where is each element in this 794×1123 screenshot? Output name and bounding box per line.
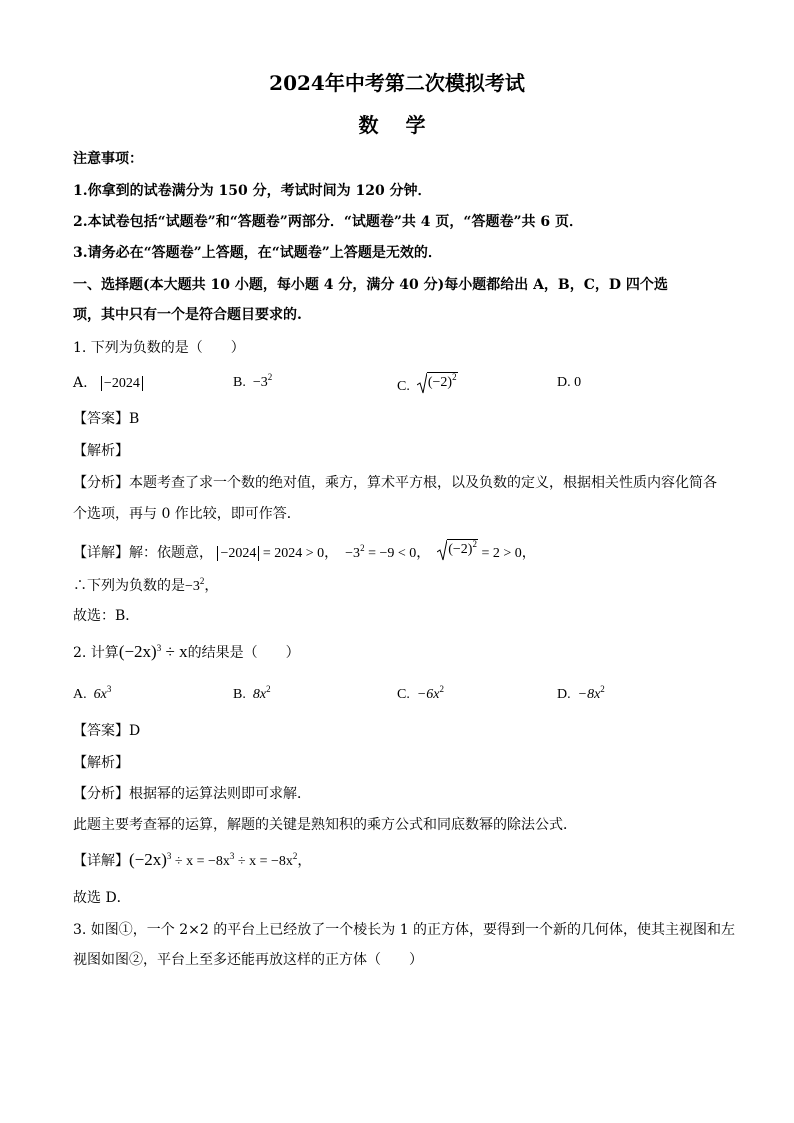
notice-item-3: 3.请务必在“答题卷”上答题，在“试题卷”上答题是无效的． — [73, 245, 442, 261]
q2-option-b: B. $8x^2$ — [233, 684, 271, 702]
q1-option-d — [557, 374, 581, 392]
q1-analysis-tag: 【解析】 — [73, 443, 129, 459]
option-label: A. — [73, 687, 87, 702]
option-label: C. — [397, 379, 410, 394]
option-label: C. — [397, 687, 410, 702]
q1-conclusion: ∴下列为负数的是$-3^2$， — [73, 576, 219, 594]
q2-stem: 2. 计算$(-2x)^3 \div x$的结果是（ ） — [73, 642, 300, 661]
q2-fenxi: 【分析】根据幂的运算法则即可求解． — [73, 786, 311, 802]
subject-title: 数 学 — [358, 113, 436, 137]
radical-sign-icon — [437, 539, 447, 561]
answer-value: D — [129, 723, 141, 739]
q2-option-c: C. $-6x^2$ — [397, 684, 445, 702]
math-expression: $(-2x)^3 \div x$ — [118, 642, 188, 661]
answer-tag: 【答案】 — [73, 411, 129, 427]
q2-note: 此题主要考查幂的运算，解题的关键是熟知积的乘方公式和同底数幂的除法公式． — [73, 817, 577, 833]
option-label: B. — [233, 687, 246, 702]
section-heading-line1: 一、选择题(本大题共 10 小题，每小题 4 分，满分 40 分)每小题都给出 A，B，C，D 四个选 — [73, 277, 668, 293]
section-heading-line2: 项，其中只有一个是符合题目要求的. — [73, 307, 302, 323]
option-label: B. — [233, 375, 246, 390]
sqrt-expression: $(-2)^2$ — [437, 539, 478, 561]
exam-title: 2024年中考第二次模拟考试 — [269, 71, 525, 95]
q3-line2: 视图如图②，平台上至多还能再放这样的正方体（ ） — [73, 952, 423, 968]
notice-item-2: 2.本试卷包括“试题卷”和“答题卷”两部分．“试题卷”共 4 页，“答题卷”共 6 页． — [73, 214, 584, 230]
math-base: −3 — [252, 375, 268, 390]
q1-choose: 故选：B． — [73, 608, 140, 624]
q2-option-d: D. $-8x^2$ — [557, 684, 605, 702]
q2-choose: 故选 D． — [73, 890, 131, 906]
option-label: D. — [557, 375, 571, 390]
q2-detail: 【详解】$(-2x)^3 \div x = -8x^3 \div x = -8x^2$， — [73, 850, 312, 869]
answer-tag: 【答案】 — [73, 723, 129, 739]
abs-value: −2024 — [101, 376, 143, 391]
q2-answer — [73, 722, 140, 740]
notice-heading: 注意事项： — [73, 151, 143, 167]
exponent: 2 — [267, 372, 273, 382]
q1-option-c — [397, 372, 458, 396]
abs-value: −2024 — [217, 546, 259, 561]
q3-line1: 3. 如图①，一个 2×2 的平台上已经放了一个棱长为 1 的正方体，要得到一个新的几何体，使其主视图和左 — [73, 922, 736, 938]
q1-detail: 【详解】解：依题意， −2024 = 2024 > 0， $-3^2 = -9 < 0$， $(-2)^2$ = 2 > 0， — [73, 539, 536, 561]
radical-sign-icon — [417, 372, 427, 394]
q1-fenxi-line1: 【分析】本题考查了求一个数的绝对值，乘方，算术平方根，以及负数的定义，根据相关性质内容化简各 — [73, 475, 717, 491]
answer-value: B — [129, 411, 140, 427]
q1-stem: 1. 下列为负数的是（ ） — [73, 340, 245, 356]
option-label: D. — [557, 687, 571, 702]
detail-tag: 【详解】 — [73, 853, 129, 869]
q2-option-a: A. $6x^3$ — [73, 684, 112, 702]
q1-answer — [73, 410, 139, 428]
option-label: A. — [73, 375, 88, 391]
option-value: 0 — [574, 375, 582, 390]
q1-fenxi-line2: 个选项，再与 0 作比较，即可作答． — [73, 506, 301, 522]
q1-option-a — [73, 374, 143, 392]
detail-tag: 【详解】 — [73, 545, 129, 561]
q1-option-b — [233, 374, 272, 392]
sqrt-expression: $(-2)^2$ — [417, 372, 458, 394]
notice-item-1: 1.你拿到的试卷满分为 150 分，考试时间为 120 分钟． — [73, 183, 432, 199]
q2-analysis-tag: 【解析】 — [73, 755, 129, 771]
math-expression: $(-2x)^3 \div x = -8x^3 \div x = -8x^2$ — [129, 850, 298, 869]
